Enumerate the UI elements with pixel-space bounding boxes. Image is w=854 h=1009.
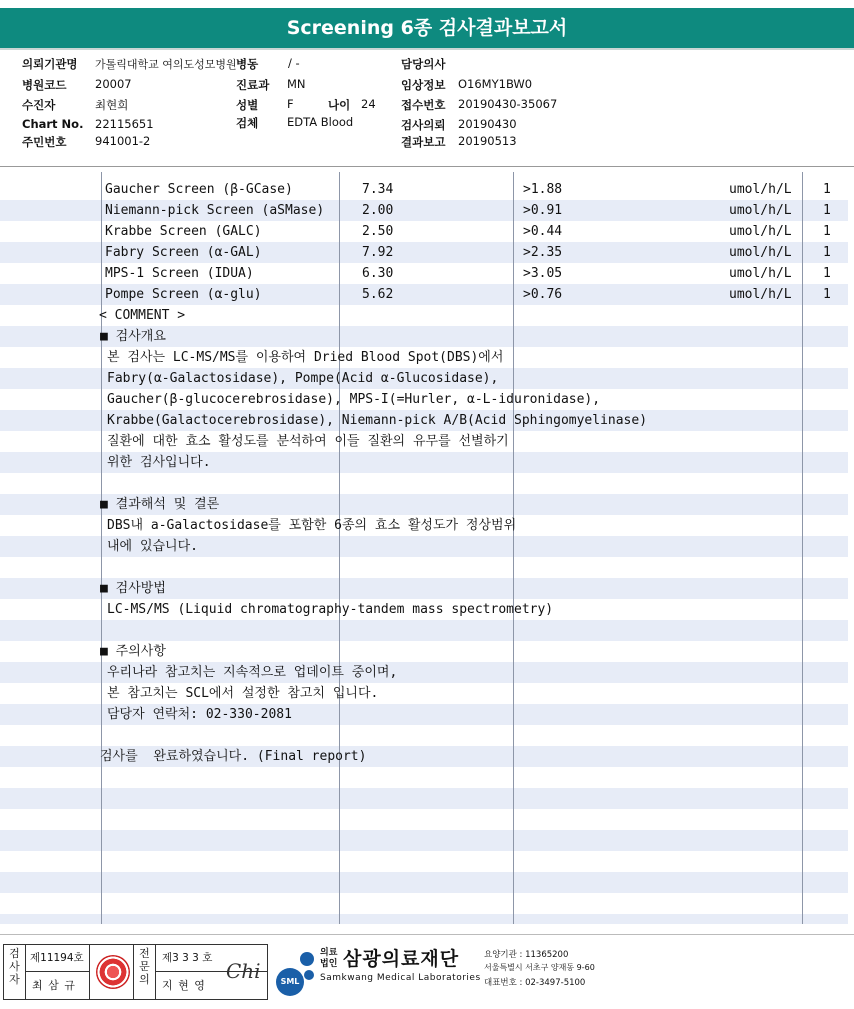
final-report-note: 검사를 완료하였습니다. (Final report) bbox=[100, 749, 367, 764]
value-request-date: 20190430 bbox=[458, 117, 517, 131]
result-reference: >0.44 bbox=[523, 224, 563, 239]
tester-name: 최 삼 규 bbox=[26, 972, 90, 999]
result-name: Fabry Screen (α-GAL) bbox=[105, 245, 262, 260]
org-prefix: 의료법인 bbox=[320, 948, 338, 969]
label-patient: 수진자 bbox=[22, 98, 56, 112]
org-info-3: 대표번호 : 02-3497-5100 bbox=[484, 978, 586, 988]
result-name: Niemann-pick Screen (aSMase) bbox=[105, 203, 325, 218]
result-name: Pompe Screen (α-glu) bbox=[105, 287, 262, 302]
value-resident-no: 941001-2 bbox=[95, 134, 151, 148]
caution-line: 본 참고치는 SCL에서 설정한 참고치 입니다. bbox=[107, 686, 379, 701]
signature-box bbox=[3, 944, 268, 1000]
overview-line: 본 검사는 LC-MS/MS를 이용하여 Dried Blood Spot(DBS)에서 bbox=[107, 350, 504, 365]
overview-line: 질환에 대한 효소 활성도를 분석하여 이들 질환의 유무를 선별하기 bbox=[107, 434, 509, 449]
caution-line: 담당자 연락처: 02-330-2081 bbox=[107, 707, 292, 722]
section-title-overview: ■ 검사개요 bbox=[100, 329, 166, 344]
value-chart-no: 22115651 bbox=[95, 117, 154, 131]
result-value: 7.92 bbox=[362, 245, 394, 260]
row-stripe bbox=[0, 830, 848, 851]
overview-line: Fabry(α-Galactosidase), Pompe(Acid α-Glucosidase), bbox=[107, 371, 499, 386]
value-institution: 가톨릭대학교 여의도성모병원 bbox=[95, 58, 237, 71]
result-unit: umol/h/L bbox=[729, 266, 792, 281]
logo-dot bbox=[304, 970, 314, 980]
result-count: 1 bbox=[823, 224, 831, 239]
section-title-interpretation: ■ 결과해석 및 결론 bbox=[100, 497, 220, 512]
label-receipt-no: 접수번호 bbox=[401, 98, 446, 112]
result-unit: umol/h/L bbox=[729, 245, 792, 260]
label-chart-no: Chart No. bbox=[22, 117, 84, 131]
result-value: 7.34 bbox=[362, 182, 394, 197]
logo-badge: SML bbox=[280, 977, 300, 986]
result-name: MPS-1 Screen (IDUA) bbox=[105, 266, 254, 281]
value-age: 24 bbox=[361, 97, 376, 111]
label-clinical-info: 임상정보 bbox=[401, 78, 446, 92]
value-ward: / - bbox=[288, 56, 300, 70]
report-title: Screening 6종 검사결과보고서 bbox=[0, 8, 854, 48]
title-divider bbox=[0, 48, 854, 50]
sml-logo-icon bbox=[272, 946, 320, 998]
specialist-label: 전 문 의 bbox=[134, 945, 156, 999]
value-department: MN bbox=[287, 77, 306, 91]
tester-label: 검 사 자 bbox=[4, 945, 26, 999]
footer bbox=[0, 940, 854, 1009]
label-resident-no: 주민번호 bbox=[22, 135, 67, 149]
result-count: 1 bbox=[823, 245, 831, 260]
value-patient: 최현희 bbox=[95, 98, 129, 112]
result-unit: umol/h/L bbox=[729, 182, 792, 197]
value-sex: F bbox=[287, 97, 294, 111]
report-body bbox=[0, 172, 854, 924]
column-line-1 bbox=[101, 172, 102, 924]
label-institution: 의뢰기관명 bbox=[22, 57, 78, 71]
value-specimen: EDTA Blood bbox=[287, 115, 354, 129]
row-stripe bbox=[0, 788, 848, 809]
result-unit: umol/h/L bbox=[729, 224, 792, 239]
result-reference: >0.91 bbox=[523, 203, 563, 218]
label-ward: 병동 bbox=[236, 57, 259, 71]
label-specimen: 검체 bbox=[236, 116, 259, 130]
section-title-method: ■ 검사방법 bbox=[100, 581, 166, 596]
label-age: 나이 bbox=[328, 98, 351, 112]
overview-line: Gaucher(β-glucocerebrosidase), MPS-I(=Hurler, α-L-iduronidase), bbox=[107, 392, 601, 407]
tester-license: 제11194호 bbox=[26, 945, 90, 972]
result-count: 1 bbox=[823, 182, 831, 197]
specialist-name: 지 현 영 bbox=[162, 979, 206, 992]
org-name: 삼광의료재단 bbox=[343, 948, 460, 970]
value-clinical-info: O16MY1BW0 bbox=[458, 77, 533, 91]
result-value: 6.30 bbox=[362, 266, 394, 281]
patient-header bbox=[0, 52, 854, 164]
section-title-caution: ■ 주의사항 bbox=[100, 644, 166, 659]
org-english: Samkwang Medical Laboratories bbox=[320, 973, 481, 983]
label-doctor: 담당의사 bbox=[401, 57, 446, 71]
value-receipt-no: 20190430-35067 bbox=[458, 97, 558, 111]
result-value: 5.62 bbox=[362, 287, 394, 302]
org-info-1: 요양기관 : 11365200 bbox=[484, 950, 569, 960]
result-unit: umol/h/L bbox=[729, 203, 792, 218]
row-stripe bbox=[0, 914, 848, 924]
label-request-date: 검사의뢰 bbox=[401, 118, 446, 132]
result-value: 2.00 bbox=[362, 203, 394, 218]
result-reference: >1.88 bbox=[523, 182, 563, 197]
overview-line: 위한 검사입니다. bbox=[107, 455, 211, 470]
row-stripe bbox=[0, 620, 848, 641]
label-department: 진료과 bbox=[236, 78, 270, 92]
result-count: 1 bbox=[823, 266, 831, 281]
result-reference: >3.05 bbox=[523, 266, 563, 281]
label-sex: 성별 bbox=[236, 98, 259, 112]
tester-cell bbox=[26, 945, 134, 999]
result-count: 1 bbox=[823, 287, 831, 302]
value-hospital-code: 20007 bbox=[95, 77, 132, 91]
result-count: 1 bbox=[823, 203, 831, 218]
column-line-3 bbox=[513, 172, 514, 924]
result-reference: >0.76 bbox=[523, 287, 563, 302]
label-report-date: 결과보고 bbox=[401, 135, 446, 149]
header-divider bbox=[0, 166, 854, 167]
result-value: 2.50 bbox=[362, 224, 394, 239]
org-info-2: 서울특별시 서초구 양재동 9-60 bbox=[484, 963, 595, 972]
seal-stamp-icon bbox=[96, 955, 130, 989]
comment-heading: < COMMENT > bbox=[99, 308, 186, 323]
label-hospital-code: 병원코드 bbox=[22, 78, 67, 92]
signature: Chi bbox=[226, 959, 261, 983]
footer-divider bbox=[0, 934, 854, 935]
specialist-cell bbox=[156, 945, 268, 999]
caution-line: 우리나라 참고치는 지속적으로 업데이트 중이며, bbox=[107, 665, 398, 680]
row-stripe bbox=[0, 872, 848, 893]
overview-line: Krabbe(Galactocerebrosidase), Niemann-pick A/B(Acid Sphingomyelinase) bbox=[107, 413, 648, 428]
interpretation-line: DBS내 a-Galactosidase를 포함한 6종의 효소 활성도가 정상범위 bbox=[107, 518, 517, 533]
column-line-2 bbox=[339, 172, 340, 924]
result-unit: umol/h/L bbox=[729, 287, 792, 302]
result-name: Gaucher Screen (β-GCase) bbox=[105, 182, 293, 197]
logo-dot bbox=[300, 952, 314, 966]
specialist-license: 제3 3 3 호 bbox=[156, 945, 268, 972]
result-name: Krabbe Screen (GALC) bbox=[105, 224, 262, 239]
result-reference: >2.35 bbox=[523, 245, 563, 260]
interpretation-line: 내에 있습니다. bbox=[107, 539, 199, 554]
column-line-4 bbox=[802, 172, 803, 924]
method-line: LC-MS/MS (Liquid chromatography-tandem mass spectrometry) bbox=[107, 602, 554, 617]
value-report-date: 20190513 bbox=[458, 134, 517, 148]
